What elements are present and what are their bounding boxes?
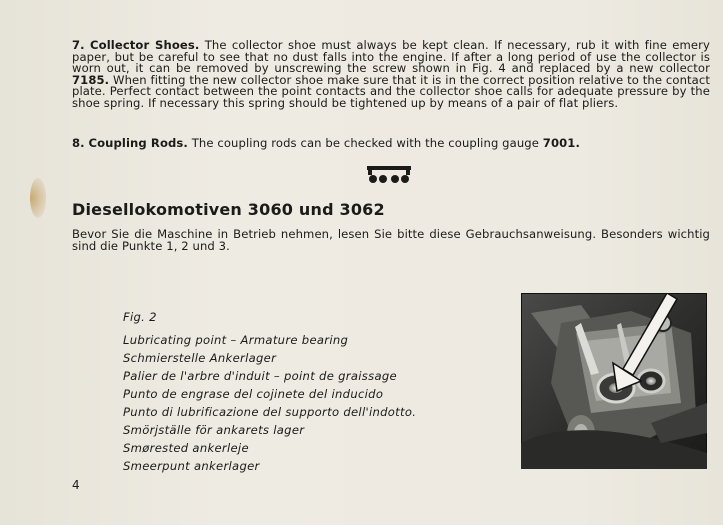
section-collector-shoes bbox=[72, 40, 710, 109]
section-text: The collector shoe must always be kept clean. If necessary, rub it with fine emery paper, but be careful to see that no dust falls into the engine. If after a long period of use the collector is worn out, it can be removed by unscrewing the screw shown in Fig. 4 and replaced by a new collector bbox=[72, 38, 710, 75]
caption-line: Punto de engrase del cojinete del inducido bbox=[123, 387, 384, 401]
paper-stain bbox=[30, 178, 46, 218]
section-title: Coupling Rods. bbox=[88, 136, 188, 150]
caption-line: Schmierstelle Ankerlager bbox=[123, 351, 277, 365]
figure-label: Fig. 2 bbox=[123, 310, 157, 324]
section-text-continued: When fitting the new collector shoe make sure that it is in the correct position relative to the contact plate. Perfect contact between the point contacts and the collector shoe calls for adequate pressure by the shoe spring. If necessary this spring should be tightened up by means of a pair of flat pliers. bbox=[72, 72, 710, 110]
page-number: 4 bbox=[72, 478, 80, 492]
caption-line: Palier de l'arbre d'induit – point de graissage bbox=[123, 369, 397, 383]
part-number: 7001. bbox=[542, 136, 580, 150]
section-text: The coupling rods can be checked with the coupling gauge bbox=[191, 136, 539, 150]
locomotive-wheels-icon bbox=[366, 165, 412, 185]
section-number: 7. bbox=[72, 38, 85, 52]
figure-caption bbox=[123, 308, 416, 475]
section-number: 8. bbox=[72, 136, 85, 150]
caption-line: Smeerpunt ankerlager bbox=[123, 459, 260, 473]
intro-paragraph: Bevor Sie die Maschine in Betrieb nehmen, lesen Sie bitte diese Gebrauchsanweisung. Besonders wichtig sind die Punkte 1, 2 und 3. bbox=[72, 227, 710, 253]
caption-line: Lubricating point – Armature bearing bbox=[123, 333, 349, 347]
caption-line: Smørested ankerleje bbox=[123, 441, 249, 455]
part-number: 7185. bbox=[72, 72, 110, 87]
section-title: Collector Shoes. bbox=[90, 38, 200, 52]
section-coupling-rods bbox=[72, 138, 710, 150]
caption-line: Smörjställe för ankarets lager bbox=[123, 423, 305, 437]
caption-line: Punto di lubrificazione del supporto dell'indotto. bbox=[123, 405, 417, 419]
armature-bearing-photo bbox=[521, 293, 707, 469]
section-heading: Diesellokomotiven 3060 und 3062 bbox=[72, 200, 385, 219]
